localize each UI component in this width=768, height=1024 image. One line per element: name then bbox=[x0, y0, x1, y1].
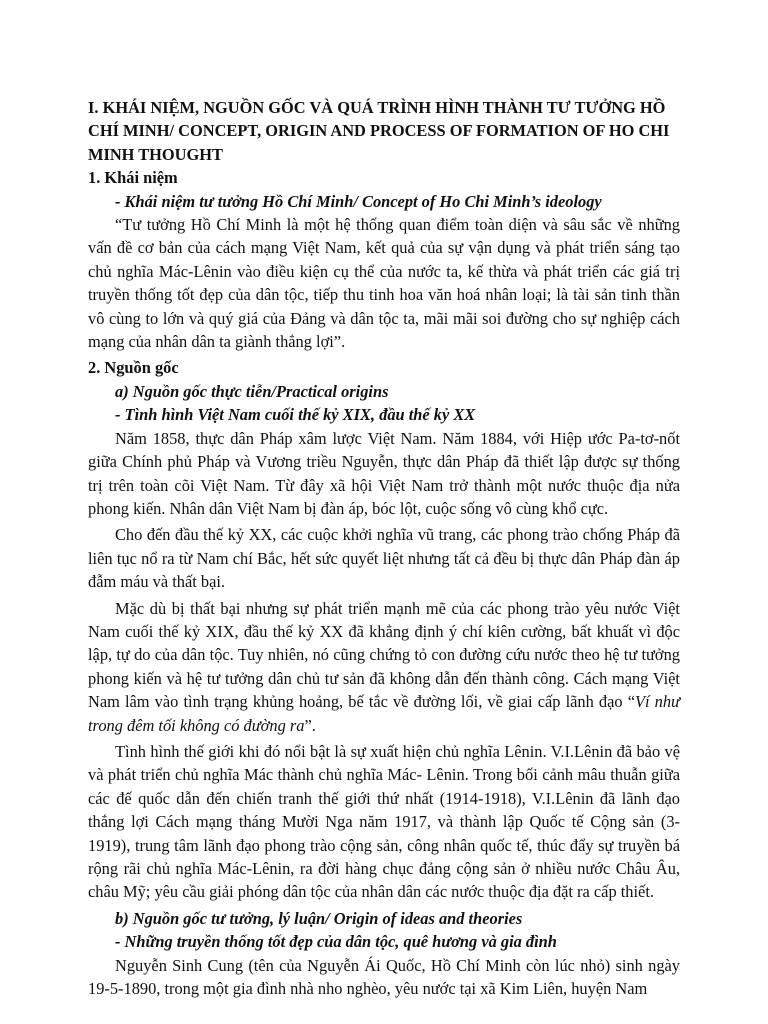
subheading-vietnam-situation: - Tình hình Việt Nam cuối thế kỷ XIX, đầu thế kỷ XX bbox=[115, 405, 476, 425]
subheading-practical-origins: a) Nguồn gốc thực tiễn/Practical origins bbox=[115, 381, 389, 401]
subheading-concept-definition: - Khái niệm tư tưởng Hồ Chí Minh/ Concept of Ho Chi Minh’s ideology bbox=[115, 191, 602, 211]
paragraph-definition: “Tư tưởng Hồ Chí Minh là một hệ thống quan điểm toàn diện và sâu sắc về những vấn đề cơ bản của cách mạng Việt Nam, kết quả của sự vận dụng và phát triển sáng tạo chủ nghĩa Mác-Lênin vào điều kiện cụ thể của nước ta, kế thừa và phát triển các giá trị truyền thống tốt đẹp của dân tộc, tiếp thu tinh hoa văn hoá nhân loại; là tài sản tinh thần vô cùng to lớn và quý giá của Đảng và dân tộc ta, mãi mãi soi đường cho sự nghiệp cách mạng của nhân dân ta giành thắng lợi”. bbox=[88, 215, 680, 352]
paragraph-early-20th-century: Cho đến đầu thế kỷ XX, các cuộc khởi nghĩa vũ trang, các phong trào chống Pháp đã liên tục nổ ra từ Nam chí Bắc, hết sức quyết liệt nhưng tất cả đều bị thực dân Pháp đàn áp đẫm máu và thất bại. bbox=[88, 525, 680, 592]
paragraph-despite-failure-end: ”. bbox=[304, 715, 316, 735]
subheading-traditions: - Những truyền thống tốt đẹp của dân tộc, quê hương và gia đình bbox=[115, 932, 557, 952]
section-heading-origin: 2. Nguồn gốc bbox=[88, 358, 179, 378]
paragraph-1858: Năm 1858, thực dân Pháp xâm lược Việt Nam. Năm 1884, với Hiệp ước Pa-tơ-nốt giữa Chính phủ Pháp và Vương triều Nguyễn, thực dân Pháp đã thiết lập được sự thống trị trên toàn cõi Việt Nam. Từ đây xã hội Việt Nam trở thành một nước thuộc địa nửa phong kiến. Nhân dân Việt Nam bị đàn áp, bóc lột, cuộc sống vô cùng khổ cực. bbox=[88, 428, 680, 518]
paragraph-despite-failure-text: Mặc dù bị thất bại nhưng sự phát triển mạnh mẽ của các phong trào yêu nước Việt Nam cuối thế kỷ XIX, đầu thế kỷ XX đã khẳng định ý chí kiên cường, bất khuất vì độc lập, tự do của dân tộc. Tuy nhiên, nó cũng chứng tỏ con đường cứu nước theo hệ tư tưởng phong kiến và hệ tư tưởng dân chủ tư sản đã không dẫn đến thành công. Cách mạng Việt Nam lâm vào tình trạng khủng hoảng, bế tắc về đường lối, về giai cấp lãnh đạo “ bbox=[88, 598, 680, 712]
paragraph-nguyen-sinh-cung: Nguyễn Sinh Cung (tên của Nguyễn Ái Quốc, Hồ Chí Minh còn lúc nhỏ) sinh ngày 19-5-1890, trong một gia đình nhà nho nghèo, yêu nước tại xã Kim Liên, huyện Nam bbox=[88, 955, 680, 999]
subheading-ideological-origins: b) Nguồn gốc tư tưởng, lý luận/ Origin of ideas and theories bbox=[115, 908, 523, 928]
quote-dark-night: Ví như trong đêm tối không có đường ra bbox=[88, 692, 680, 735]
section-heading-concept: 1. Khái niệm bbox=[88, 168, 178, 188]
paragraph-despite-failure bbox=[88, 597, 680, 737]
paragraph-world-situation: Tình hình thế giới khi đó nổi bật là sự xuất hiện chủ nghĩa Lênin. V.I.Lênin đã bảo vệ và phát triển chủ nghĩa Mác thành chủ nghĩa Mác- Lênin. Trong bối cảnh mâu thuẫn giữa các đế quốc dẫn đến chiến tranh thế giới thứ nhất (1914-1918), V.I.Lênin đã lãnh đạo thắng lợi Cách mạng tháng Mười Nga năm 1917, và thành lập Quốc tế Cộng sản (3-1919), trung tâm lãnh đạo phong trào cộng sản, công nhân quốc tế, thúc đẩy sự truyền bá rộng rãi chủ nghĩa Mác-Lênin, ra đời hàng chục đảng cộng sản ở nhiều nước Châu Âu, châu Mỹ; yêu cầu giải phóng dân tộc của nhân dân các nước thuộc địa đặt ra cấp thiết. bbox=[88, 741, 680, 902]
document-title: I. KHÁI NIỆM, NGUỒN GỐC VÀ QUÁ TRÌNH HÌNH THÀNH TƯ TƯỞNG HỒ CHÍ MINH/ CONCEPT, ORIGIN AND PROCESS OF FORMATION OF HO CHI MINH THOUGHT bbox=[88, 98, 670, 164]
